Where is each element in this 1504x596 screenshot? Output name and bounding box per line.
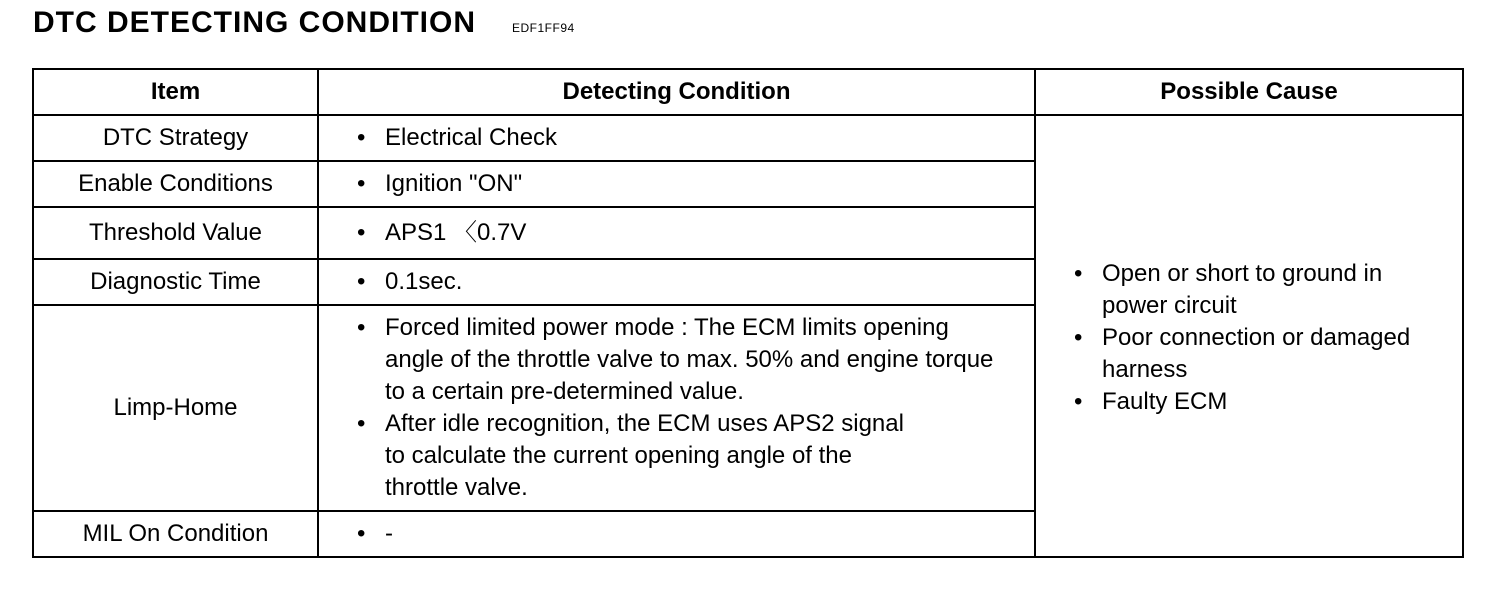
cause-bullet: • Open or short to ground in power circuit: [1074, 258, 1452, 322]
condition-bullet: • Electrical Check: [357, 122, 1024, 154]
possible-cause-list: [1074, 258, 1452, 418]
condition-cell: [318, 259, 1035, 305]
item-cell: Diagnostic Time: [33, 259, 318, 305]
item-cell: Threshold Value: [33, 207, 318, 259]
condition-list: [357, 217, 1024, 249]
condition-list: [357, 122, 1024, 154]
condition-bullet: • 0.1sec.: [357, 266, 1024, 298]
item-cell: Enable Conditions: [33, 161, 318, 207]
condition-list: [357, 168, 1024, 200]
condition-bullet: • Forced limited power mode : The ECM limits opening angle of the throttle valve to max. 50% and engine torque to a certain pre-determined value.: [357, 312, 1024, 408]
condition-list: [357, 518, 1024, 550]
item-cell: MIL On Condition: [33, 511, 318, 557]
condition-cell: [318, 511, 1035, 557]
condition-list: [357, 312, 1024, 504]
item-cell: Limp-Home: [33, 305, 318, 511]
title-row: [33, 6, 575, 40]
possible-cause-cell: [1035, 115, 1463, 557]
table-row: [33, 115, 1463, 161]
item-cell: DTC Strategy: [33, 115, 318, 161]
condition-bullet: • Ignition "ON": [357, 168, 1024, 200]
condition-bullet: • -: [357, 518, 1024, 550]
condition-cell: [318, 207, 1035, 259]
cause-bullet: • Faulty ECM: [1074, 386, 1452, 418]
condition-bullet: • APS1 〈0.7V: [357, 217, 1024, 249]
cause-bullet: • Poor connection or damaged harness: [1074, 322, 1452, 386]
column-header-possible-cause: Possible Cause: [1035, 69, 1463, 115]
condition-cell: [318, 115, 1035, 161]
condition-cell: [318, 161, 1035, 207]
page-title: DTC DETECTING CONDITION: [33, 6, 476, 39]
column-header-item: Item: [33, 69, 318, 115]
condition-cell: [318, 305, 1035, 511]
column-header-detecting-condition: Detecting Condition: [318, 69, 1035, 115]
dtc-table: [32, 68, 1464, 558]
condition-bullet: • After idle recognition, the ECM uses APS2 signal to calculate the current opening angle of the throttle valve.: [357, 408, 1024, 504]
table-header-row: [33, 69, 1463, 115]
condition-list: [357, 266, 1024, 298]
document-code: EDF1FF94: [512, 21, 575, 35]
